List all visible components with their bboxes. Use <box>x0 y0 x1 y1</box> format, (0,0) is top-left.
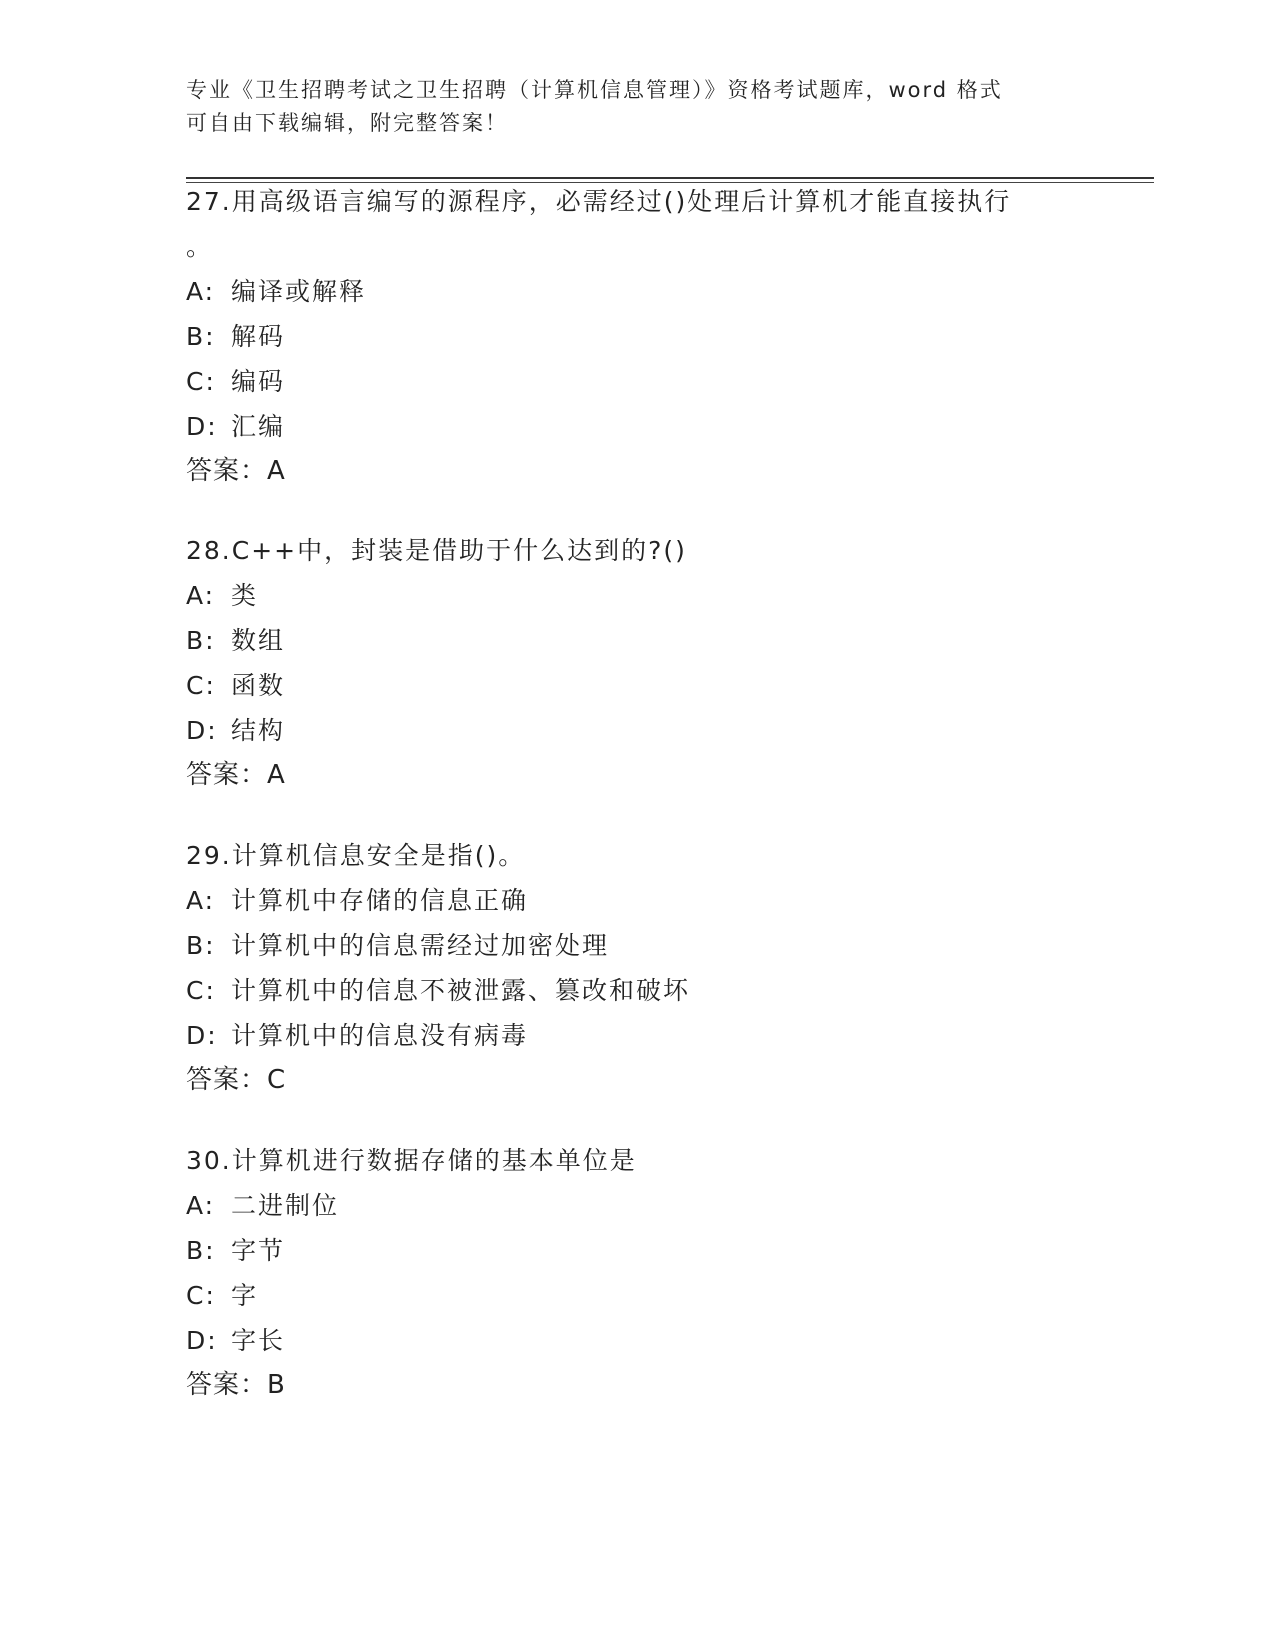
question-title: 28.C++中，封装是借助于什么达到的?() <box>186 536 687 565</box>
header-line-1: 专业《卫生招聘考试之卫生招聘（计算机信息管理）》资格考试题库，word 格式 <box>186 78 1003 102</box>
option-letter: D: <box>186 412 218 441</box>
option-text: 二进制位 <box>231 1191 340 1220</box>
option-a <box>186 573 1086 618</box>
option-b <box>186 1228 1086 1273</box>
option-text: 数组 <box>231 626 286 655</box>
option-text: 汇编 <box>231 412 286 441</box>
option-letter: B: <box>186 626 216 655</box>
option-a <box>186 269 1086 314</box>
option-letter: C: <box>186 976 216 1005</box>
option-text: 计算机中的信息不被泄露、篡改和破坏 <box>231 976 691 1005</box>
question-title: 29.计算机信息安全是指()。 <box>186 841 526 870</box>
option-letter: B: <box>186 1236 216 1265</box>
option-d <box>186 1013 1086 1058</box>
option-text: 解码 <box>231 322 286 351</box>
option-letter: A: <box>186 581 216 610</box>
question-28 <box>186 528 1086 798</box>
option-c <box>186 968 1086 1013</box>
option-d <box>186 404 1086 449</box>
option-b <box>186 618 1086 663</box>
option-a <box>186 1183 1086 1228</box>
answer: 答案：A <box>186 760 286 790</box>
option-text: 字 <box>231 1281 259 1310</box>
option-text: 计算机中的信息需经过加密处理 <box>231 931 610 960</box>
option-text: 函数 <box>231 671 286 700</box>
question-title-continuation: 。 <box>186 232 214 261</box>
option-text: 计算机中存储的信息正确 <box>231 886 529 915</box>
option-letter: A: <box>186 886 216 915</box>
option-letter: C: <box>186 1281 216 1310</box>
option-c <box>186 359 1086 404</box>
option-b <box>186 314 1086 359</box>
header-line-2: 可自由下载编辑，附完整答案！ <box>186 111 508 135</box>
option-text: 字节 <box>231 1236 286 1265</box>
option-letter: D: <box>186 1326 218 1355</box>
option-c <box>186 1273 1086 1318</box>
option-text: 类 <box>231 581 259 610</box>
question-27 <box>186 179 1086 494</box>
option-text: 编码 <box>231 367 286 396</box>
question-title: 30.计算机进行数据存储的基本单位是 <box>186 1146 637 1175</box>
option-letter: B: <box>186 322 216 351</box>
option-letter: C: <box>186 671 216 700</box>
option-d <box>186 1318 1086 1363</box>
option-letter: D: <box>186 716 218 745</box>
question-title: 27.用高级语言编写的源程序，必需经过()处理后计算机才能直接执行 <box>186 187 1012 216</box>
answer: 答案：A <box>186 456 286 486</box>
question-29 <box>186 833 1086 1103</box>
answer: 答案：B <box>186 1370 286 1400</box>
option-text: 计算机中的信息没有病毒 <box>231 1021 529 1050</box>
option-b <box>186 923 1086 968</box>
option-letter: A: <box>186 277 216 306</box>
answer: 答案：C <box>186 1065 287 1095</box>
document-header <box>186 74 1066 140</box>
option-letter: D: <box>186 1021 218 1050</box>
option-text: 字长 <box>231 1326 286 1355</box>
option-a <box>186 878 1086 923</box>
option-letter: A: <box>186 1191 216 1220</box>
question-30 <box>186 1138 1086 1408</box>
option-letter: B: <box>186 931 216 960</box>
option-text: 结构 <box>231 716 286 745</box>
option-d <box>186 708 1086 753</box>
option-c <box>186 663 1086 708</box>
option-text: 编译或解释 <box>231 277 367 306</box>
option-letter: C: <box>186 367 216 396</box>
